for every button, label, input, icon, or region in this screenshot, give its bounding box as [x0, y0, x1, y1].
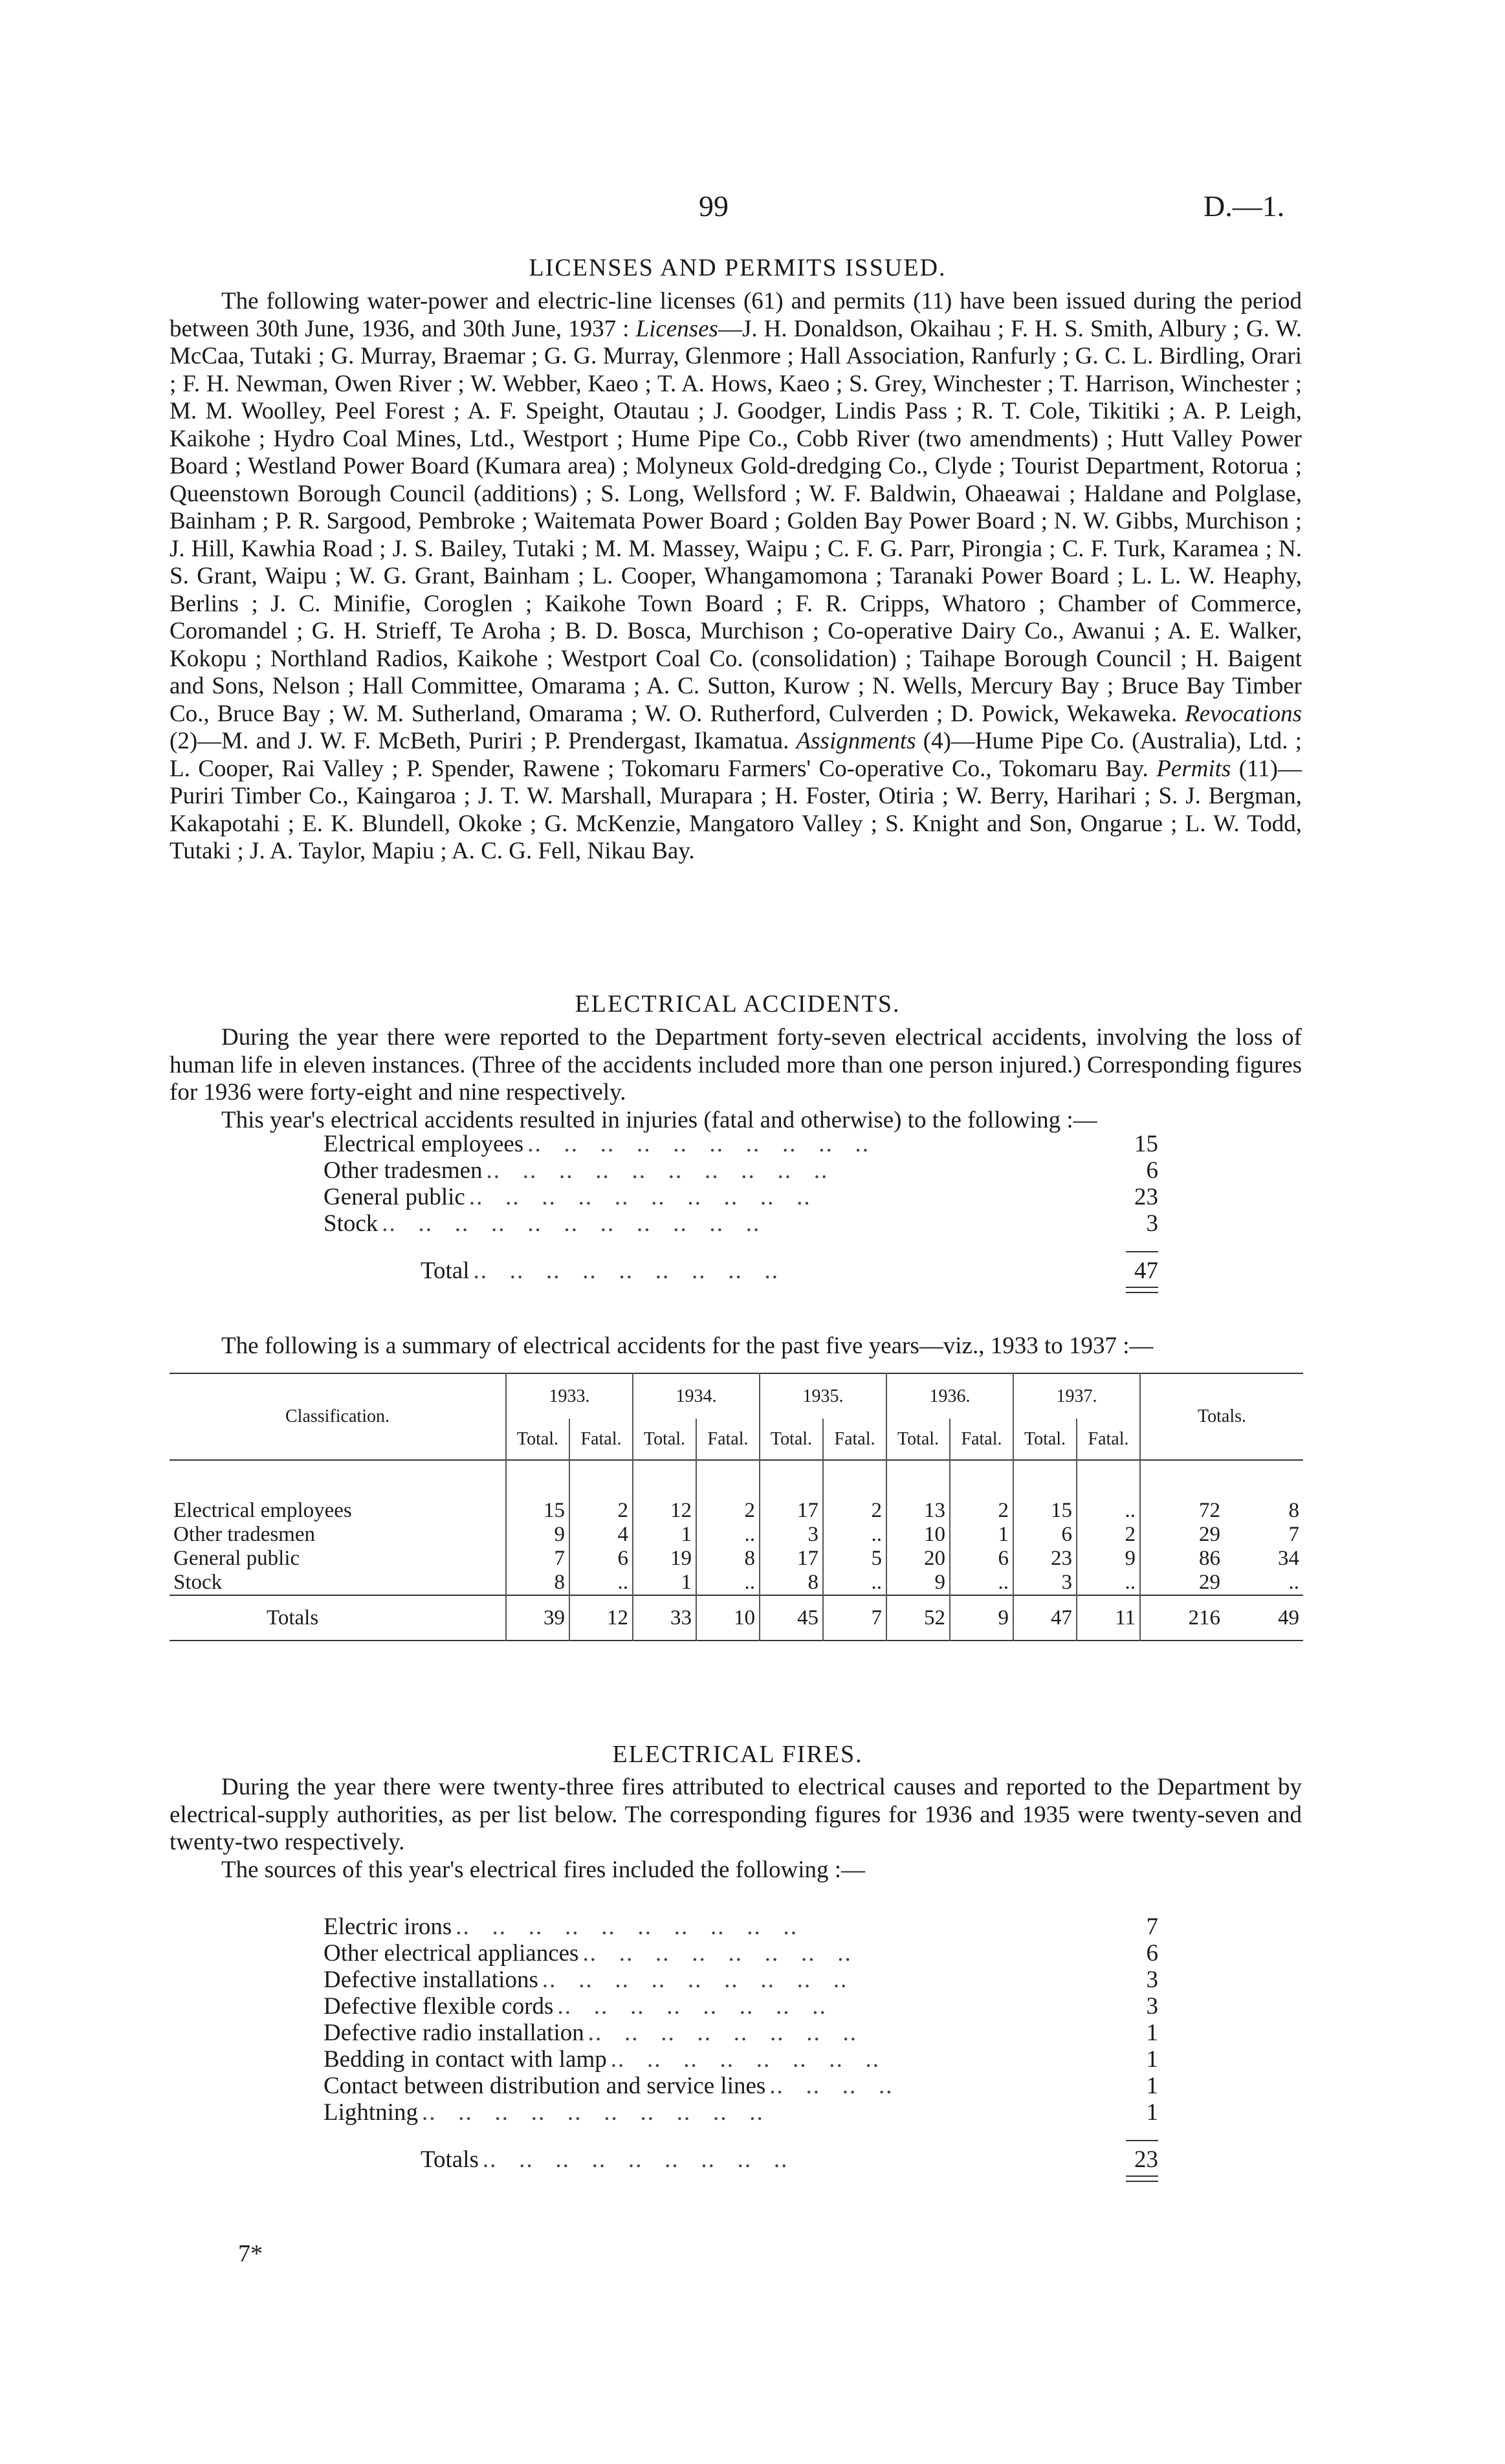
table-cell: 17 — [760, 1547, 823, 1571]
subheader-fatal: Fatal. — [569, 1419, 633, 1460]
total-row: Total .. .. .. .. .. .. .. .. .. 47 — [421, 1258, 1158, 1284]
table-cell: 2 — [950, 1499, 1013, 1523]
permits-label: Permits — [1156, 755, 1231, 782]
subheader-total: Total. — [1013, 1419, 1077, 1460]
table-cell: 15 — [506, 1499, 569, 1523]
table-row — [170, 1571, 1303, 1595]
table-cell: 2 — [569, 1499, 633, 1523]
totals-header: Totals. — [1140, 1373, 1303, 1460]
table-cell: 1 — [633, 1523, 696, 1547]
subheader-fatal: Fatal. — [950, 1419, 1013, 1460]
table-cell: .. — [823, 1523, 886, 1547]
table-cell: 216 — [1140, 1595, 1224, 1641]
subheader-fatal: Fatal. — [696, 1419, 760, 1460]
table-cell: 4 — [569, 1523, 633, 1547]
table-cell: .. — [696, 1523, 760, 1547]
table-cell: 7 — [506, 1547, 569, 1571]
table-cell: 13 — [886, 1499, 950, 1523]
assignments-label: Assignments — [796, 728, 916, 754]
table-cell: 3 — [760, 1523, 823, 1547]
accidents-list — [324, 1131, 1158, 1293]
table-cell: 8 — [760, 1571, 823, 1595]
table-cell: 39 — [506, 1595, 569, 1641]
fires-heading: ELECTRICAL FIRES. — [612, 1741, 863, 1768]
subheader-total: Total. — [633, 1419, 696, 1460]
table-cell: 29 — [1140, 1523, 1224, 1547]
revocations-label: Revocations — [1185, 700, 1302, 727]
table-cell: 20 — [886, 1547, 950, 1571]
list-item: Bedding in contact with lamp .. .. .. .. .. .. .. .. 1 — [324, 2046, 1158, 2073]
list-item: Other electrical appliances .. .. .. .. .. .. .. .. 6 — [324, 1940, 1158, 1967]
table-cell: 52 — [886, 1595, 950, 1641]
table-cell: 7 — [823, 1595, 886, 1641]
document-reference: D.—1. — [1203, 190, 1285, 223]
subheader-fatal: Fatal. — [1077, 1419, 1140, 1460]
table-cell: .. — [1077, 1571, 1140, 1595]
list-item: General public .. .. .. .. .. .. .. .. .. .. 23 — [324, 1184, 1158, 1210]
table-cell: 10 — [886, 1523, 950, 1547]
table-cell: .. — [950, 1571, 1013, 1595]
list-item: Lightning .. .. .. .. .. .. .. .. .. .. 1 — [324, 2099, 1158, 2126]
year-header: 1935. — [760, 1373, 886, 1419]
list-item: Defective installations .. .. .. .. .. .. .. .. .. 3 — [324, 1967, 1158, 1993]
table-cell: 15 — [1013, 1499, 1077, 1523]
year-header: 1936. — [886, 1373, 1013, 1419]
table-cell: 23 — [1013, 1547, 1077, 1571]
table-cell: .. — [569, 1571, 633, 1595]
subheader-total: Total. — [886, 1419, 950, 1460]
fires-para-2: The sources of this year's electrical fires included the following :— — [221, 1856, 866, 1883]
licenses-label: Licenses — [635, 315, 718, 342]
table-cell: .. — [1288, 1571, 1299, 1594]
table-cell: 17 — [760, 1499, 823, 1523]
table-cell: 7 — [1288, 1523, 1299, 1546]
row-label: General public — [173, 1547, 300, 1570]
table-cell: 6 — [569, 1547, 633, 1571]
year-header: 1934. — [633, 1373, 760, 1419]
subheader-fatal: Fatal. — [823, 1419, 886, 1460]
table-row — [170, 1523, 1303, 1547]
table-cell: 2 — [823, 1499, 886, 1523]
table-cell: 11 — [1077, 1595, 1140, 1641]
row-label: Totals — [267, 1606, 319, 1630]
page-number: 99 — [699, 190, 729, 223]
list-item: Defective radio installation .. .. .. .. .. .. .. .. 1 — [324, 2020, 1158, 2046]
table-cell: 6 — [1013, 1523, 1077, 1547]
licenses-paragraph — [170, 288, 1302, 866]
assignments-list: (4)—Hume Pipe Co. (Australia), Ltd. ; L. Cooper, Rai Valley ; P. Spender, Rawene ; Tokomaru Farmers' Co-operative Co., Tokomaru Bay. — [170, 728, 1302, 782]
table-cell: .. — [1077, 1499, 1140, 1523]
list-item: Contact between distribution and service lines .. .. .. .. 1 — [324, 2073, 1158, 2099]
accidents-paragraph — [170, 1024, 1302, 1134]
table-cell: 8 — [506, 1571, 569, 1595]
classification-header: Classification. — [285, 1406, 390, 1426]
accidents-summary-table — [170, 1373, 1303, 1641]
accidents-para-2: This year's electrical accidents resulted in injuries (fatal and otherwise) to the following :— — [221, 1106, 1097, 1133]
subtotal-rule — [1126, 2140, 1158, 2141]
table-cell: 2 — [696, 1499, 760, 1523]
table-cell: 10 — [696, 1595, 760, 1641]
subheader-total: Total. — [506, 1419, 569, 1460]
list-item: Electrical employees .. .. .. .. .. .. .. .. .. .. 15 — [324, 1131, 1158, 1157]
total-double-rule — [1126, 2175, 1158, 2182]
table-cell: 72 — [1140, 1499, 1224, 1523]
table-cell: .. — [696, 1571, 760, 1595]
table-cell: 47 — [1013, 1595, 1077, 1641]
table-cell: 9 — [886, 1571, 950, 1595]
fires-paragraph — [170, 1774, 1302, 1884]
row-label: Other tradesmen — [173, 1523, 315, 1546]
subheader-total: Total. — [760, 1419, 823, 1460]
table-cell: 34 — [1278, 1547, 1299, 1570]
table-cell: 2 — [1077, 1523, 1140, 1547]
table-cell: 1 — [633, 1571, 696, 1595]
table-cell: 8 — [696, 1547, 760, 1571]
total-row: Totals .. .. .. .. .. .. .. .. .. 23 — [421, 2146, 1158, 2173]
table-cell: 86 — [1140, 1547, 1224, 1571]
table-cell: 8 — [1288, 1499, 1299, 1522]
year-header: 1933. — [506, 1373, 633, 1419]
signature-mark: 7* — [238, 2240, 263, 2267]
list-item: Defective flexible cords .. .. .. .. .. .. .. .. 3 — [324, 1993, 1158, 2020]
table-cell: .. — [823, 1571, 886, 1595]
fires-para-1: During the year there were twenty-three fires attributed to electrical causes and reported to the Department by electrical-supply authorities, as per list below. The corresponding figures for 1936 and 1935 were twenty-seven and twenty-two respectively. — [170, 1774, 1302, 1855]
table-cell: 6 — [950, 1547, 1013, 1571]
year-header: 1937. — [1013, 1373, 1140, 1419]
accidents-heading: ELECTRICAL ACCIDENTS. — [575, 990, 901, 1018]
summary-intro: The following is a summary of electrical accidents for the past five years—viz., 1933 to 1937 :— — [221, 1333, 1154, 1359]
accidents-para-1: During the year there were reported to the Department forty-seven electrical accidents, involving the loss of human life in eleven instances. (Three of the accidents included more than one person injured.) Corresponding figures for 1936 were forty-eight and nine respectively. — [170, 1024, 1302, 1106]
total-double-rule — [1126, 1287, 1158, 1293]
revocations-list: (2)—M. and J. W. F. McBeth, Puriri ; P. Prendergast, Ikamatua. — [170, 728, 789, 754]
table-cell: 5 — [823, 1547, 886, 1571]
list-item: Stock .. .. .. .. .. .. .. .. .. .. .. 3 — [324, 1210, 1158, 1237]
licenses-intro: The following water-power and electric-line licenses (61) and permits (11) have been issued during the period between 30th June, 1936, and 30th June, 1937 : — [170, 288, 1302, 342]
row-label: Electrical employees — [173, 1499, 352, 1522]
licenses-heading: LICENSES AND PERMITS ISSUED. — [529, 254, 947, 281]
table-cell: 1 — [950, 1523, 1013, 1547]
list-item: Electric irons .. .. .. .. .. .. .. .. .. .. 7 — [324, 1913, 1158, 1940]
table-cell: 45 — [760, 1595, 823, 1641]
table-cell: 9 — [950, 1595, 1013, 1641]
table-row — [170, 1547, 1303, 1571]
table-cell: 12 — [633, 1499, 696, 1523]
table-cell: 29 — [1140, 1571, 1224, 1595]
permits-list: (11)—Puriri Timber Co., Kaingaroa ; J. T. W. Marshall, Murapara ; H. Foster, Otiria ; W. Berry, Harihari ; S. J. Bergman, Kakapotahi ; E. K. Blundell, Okoke ; G. McKenzie, Mangatoro Valley ; S. Knight and Son, Ongarue ; L. W. Todd, Tutaki ; J. A. Taylor, Mapiu ; A. C. G. Fell, Nikau Bay. — [170, 755, 1302, 864]
summary-intro-paragraph — [170, 1333, 1302, 1360]
table-cell: 49 — [1278, 1606, 1299, 1630]
table-cell: 12 — [569, 1595, 633, 1641]
table-cell: 3 — [1013, 1571, 1077, 1595]
row-label: Stock — [173, 1571, 223, 1594]
table-cell: 33 — [633, 1595, 696, 1641]
totals-row — [170, 1595, 1303, 1641]
subtotal-rule — [1126, 1251, 1158, 1252]
list-item: Other tradesmen .. .. .. .. .. .. .. .. .. .. 6 — [324, 1157, 1158, 1184]
licenses-list: —J. H. Donaldson, Okaihau ; F. H. S. Smith, Albury ; G. W. McCaa, Tutaki ; G. Murray, Braemar ; G. G. Murray, Glenmore ; Hall Association, Ranfurly ; G. C. L. Birdling, Orari ; F. H. Newman, Owen River ; W. Webber, Kaeo ; T. A. Hows, Kaeo ; S. Grey, Winchester ; T. Harrison, Winchester ; M. M. Woolley, Peel Forest ; A. F. Speight, Otautau ; J. Goodger, Lindis Pass ; R. T. Cole, Tikitiki ; A. P. Leigh, Kaikohe ; Hydro Coal Mines, Ltd., Westport ; Hume Pipe Co., Cobb River (two amendments) ; Hutt Valley Power Board ; Westland Power Board (Kumara area) ; Molyneux Gold-dredging Co., Clyde ; Tourist Department, Rotorua ; Queenstown Borough Council (additions) ; S. Long, Wellsford ; W. F. Baldwin, Ohaeawai ; Haldane and Polglase, Bainham ; P. R. Sargood, Pembroke ; Waitemata Power Board ; Golden Bay Power Board ; N. W. Gibbs, Murchison ; J. Hill, Kawhia Road ; J. S. Bailey, Tutaki ; M. M. Massey, Waipu ; C. F. G. Parr, Pirongia ; C. F. Turk, Karamea ; N. S. Grant, Waipu ; W. G. Grant, Bainham ; L. Cooper, Whangamomona ; Taranaki Power Board ; L. L. W. Heaphy, Berlins ; J. C. Minifie, Coroglen ; Kaikohe Town Board ; F. R. Cripps, Whatoro ; Chamber of Commerce, Coromandel ; G. H. Strieff, Te Aroha ; B. D. Bosca, Murchison ; Co-operative Dairy Co., Awanui ; A. E. Walker, Kokopu ; Northland Radios, Kaikohe ; Westport Coal Co. (consolidation) ; Taihape Borough Council ; H. Baigent and Sons, Nelson ; Hall Committee, Omarama ; A. C. Sutton, Kurow ; N. Wells, Mercury Bay ; Bruce Bay Timber Co., Bruce Bay ; W. M. Sutherland, Omarama ; W. O. Rutherford, Culverden ; D. Powick, Wekaweka. — [170, 315, 1302, 727]
table-cell: 9 — [506, 1523, 569, 1547]
table-row — [170, 1499, 1303, 1523]
fires-list — [324, 1913, 1158, 2182]
table-cell: 9 — [1077, 1547, 1140, 1571]
table-cell: 19 — [633, 1547, 696, 1571]
